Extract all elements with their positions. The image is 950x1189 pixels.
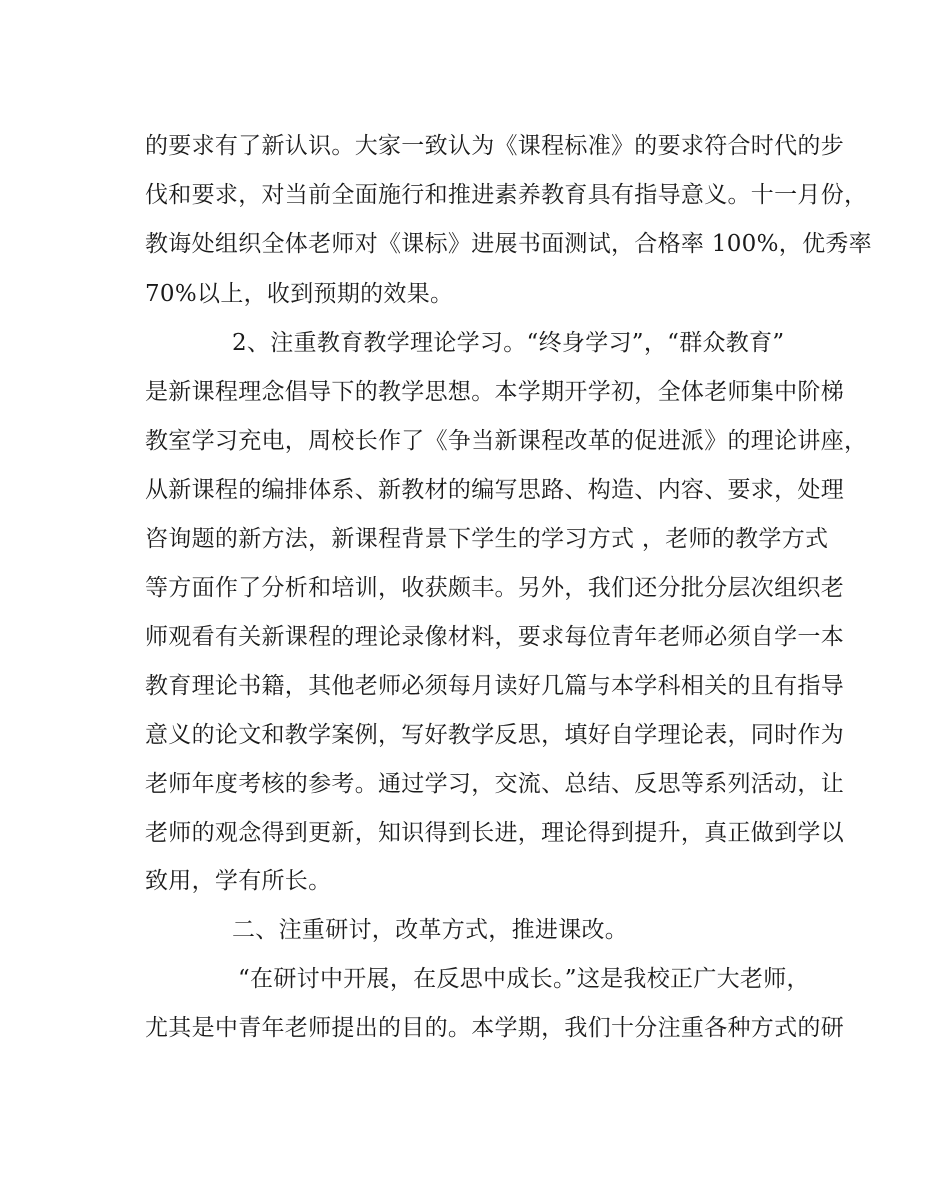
text-line: 伐和要求，对当前全面施行和推进素养教育具有指导意义。十一月份， bbox=[145, 182, 868, 208]
text-line: 的要求有了新认识。大家一致认为《课程标准》的要求符合时代的步 bbox=[145, 133, 844, 159]
text-line: 老师年度考核的参考。通过学习，交流、总结、反思等系列活动，让 bbox=[145, 771, 844, 797]
section-heading-two: 二、注重研讨，改革方式，推进课改。 bbox=[232, 917, 629, 943]
text-line: 是新课程理念倡导下的教学思想。本学期开学初，全体老师集中阶梯 bbox=[145, 379, 844, 405]
text-line: 咨询题的新方法，新课程背景下学生的学习方式 ，老师的教学方式 bbox=[145, 526, 829, 552]
text-line: 70%以上，收到预期的效果。 bbox=[145, 281, 454, 307]
text-line: 师观看有关新课程的理论录像材料，要求每位青年老师必须自学一本 bbox=[145, 624, 844, 650]
section-heading-2: 2、注重教育教学理论学习。“终身学习”，“群众教育” bbox=[232, 330, 785, 356]
text-line: 致用，学有所长。 bbox=[145, 868, 332, 894]
text-line: “在研讨中开展，在反思中成长。”这是我校正广大老师， bbox=[238, 966, 810, 992]
text-line: 意义的论文和教学案例，写好教学反思，填好自学理论表，同时作为 bbox=[145, 722, 844, 748]
text-line: 老师的观念得到更新，知识得到长进，理论得到提升，真正做到学以 bbox=[145, 820, 844, 846]
text-line: 教育理论书籍，其他老师必须每月读好几篇与本学科相关的且有指导 bbox=[145, 673, 844, 699]
text-line: 等方面作了分析和培训，收获颇丰。另外，我们还分批分层次组织老 bbox=[145, 575, 844, 601]
text-line: 教室学习充电，周校长作了《争当新课程改革的促进派》的理论讲座， bbox=[145, 428, 868, 454]
text-line: 从新课程的编排体系、新教材的编写思路、构造、内容、要求，处理 bbox=[145, 477, 844, 503]
text-line: 尤其是中青年老师提出的目的。本学期，我们十分注重各种方式的研 bbox=[145, 1015, 844, 1041]
text-line: 教诲处组织全体老师对《课标》进展书面测试，合格率 100%，优秀率 bbox=[145, 231, 872, 257]
